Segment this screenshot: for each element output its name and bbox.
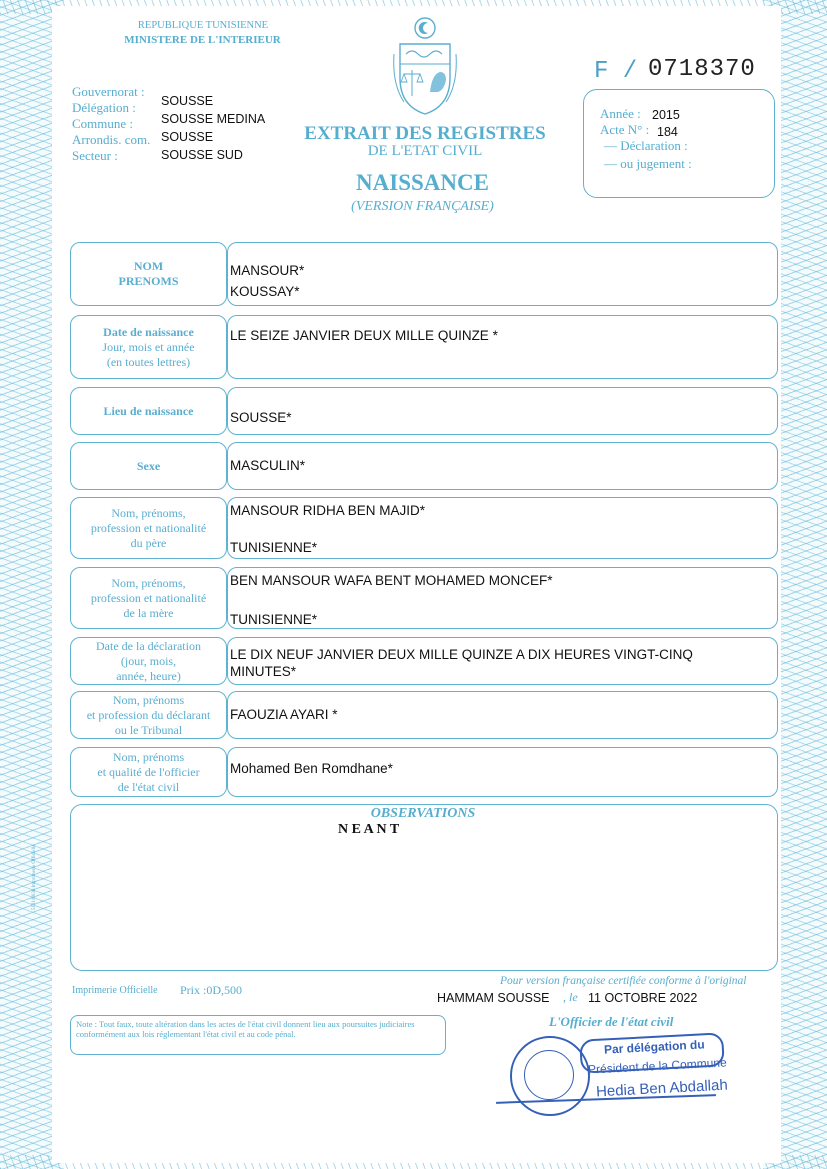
- officer-label-1: Nom, prénoms: [112, 749, 185, 764]
- father-label-cell: [70, 497, 227, 559]
- republic-heading: REPUBLIQUE TUNISIENNE: [137, 20, 269, 31]
- declaration-date-label-cell: [70, 637, 227, 685]
- father-label-2: profession et nationalité: [90, 520, 207, 535]
- governorate-value: SOUSSE: [161, 94, 214, 108]
- declaration-date-label-1: Date de la déclaration: [96, 638, 201, 653]
- declaration-label: — Déclaration :: [604, 138, 688, 153]
- governorate-label: Gouvernorat :: [72, 84, 145, 99]
- mother-label-cell: [70, 567, 227, 629]
- printer-label: Imprimerie Officielle: [72, 985, 158, 996]
- declarant-value: FAOUZIA AYARI *: [230, 707, 338, 722]
- officer-label-cell: [70, 747, 227, 797]
- judgment-label: — ou jugement :: [604, 156, 692, 171]
- document-title: EXTRAIT DES REGISTRES: [304, 123, 546, 144]
- declaration-date-value-1: LE DIX NEUF JANVIER DEUX MILLE QUINZE A DIX HEURES VINGT-CINQ: [230, 647, 693, 662]
- birth-date-sublabel-2: (en toutes lettres): [106, 354, 191, 369]
- officer-value: Mohamed Ben Romdhane*: [230, 761, 393, 776]
- tunisia-emblem-icon: [392, 14, 458, 118]
- commune-label: Commune :: [72, 116, 134, 131]
- serial-prefix: F /: [594, 58, 638, 85]
- observations-box: [70, 804, 778, 971]
- father-name-value: MANSOUR RIDHA BEN MAJID*: [230, 503, 426, 518]
- declarant-label-3: ou le Tribunal: [114, 722, 183, 737]
- declaration-date-label-3: année, heure): [116, 668, 181, 683]
- certificate-type: NAISSANCE: [356, 170, 489, 195]
- birth-date-value-cell: [227, 315, 778, 379]
- father-nationality-value: TUNISIENNE*: [230, 540, 318, 555]
- mother-label-1: Nom, prénoms,: [111, 575, 186, 590]
- ministry-heading: MINISTERE DE L'INTERIEUR: [124, 34, 281, 46]
- delegation-value: SOUSSE MEDINA: [161, 112, 266, 126]
- act-value: 184: [657, 125, 678, 139]
- year-value: 2015: [652, 108, 680, 122]
- official-seal-inner-ring: [524, 1050, 574, 1100]
- father-label-1: Nom, prénoms,: [111, 505, 186, 520]
- surname-value: MANSOUR*: [230, 263, 305, 278]
- declarant-label-cell: [70, 691, 227, 739]
- name-label-cell: [70, 242, 227, 306]
- sector-value: SOUSSE SUD: [161, 148, 243, 162]
- birth-place-label: Lieu de naissance: [103, 403, 194, 418]
- issue-le-label: , le: [563, 990, 578, 1004]
- sector-label: Secteur :: [72, 148, 118, 163]
- location-labels: [72, 84, 150, 164]
- stamp-delegation-text: Par délégation du: [603, 1037, 705, 1057]
- birth-date-value: LE SEIZE JANVIER DEUX MILLE QUINZE *: [230, 328, 498, 343]
- serial-number: 0718370: [648, 56, 756, 83]
- document-subtitle: DE L'ETAT CIVIL: [367, 143, 483, 159]
- stamp-name-text: Hedia Ben Abdallah: [595, 1076, 729, 1101]
- declaration-date-label-2: (jour, mois,: [120, 653, 177, 668]
- commune-value: SOUSSE: [161, 130, 214, 144]
- officer-label-2: et qualité de l'officier: [97, 764, 200, 779]
- mother-nationality-value: TUNISIENNE*: [230, 612, 318, 627]
- location-values: [161, 92, 265, 164]
- sex-label: Sexe: [136, 458, 161, 473]
- delegation-label: Délégation :: [72, 100, 136, 115]
- side-print-mark: 5131/0036 Imprimerie Officielle: [32, 844, 37, 910]
- birth-date-label: Date de naissance: [103, 324, 194, 339]
- act-label: Acte N° :: [600, 122, 650, 137]
- first-names-label: PRENOMS: [118, 274, 179, 288]
- certified-statement: Pour version française certifiée conforme à l'original: [500, 975, 747, 987]
- birth-place-label-cell: [70, 387, 227, 435]
- arrondissement-label: Arrondis. com.: [72, 132, 151, 147]
- mother-label-3: de la mère: [123, 605, 174, 620]
- declarant-label-1: Nom, prénoms: [112, 692, 185, 707]
- father-label-3: du père: [130, 535, 167, 550]
- first-name-value: KOUSSAY*: [230, 284, 300, 299]
- sex-value: MASCULIN*: [230, 458, 306, 473]
- sex-value-cell: [227, 442, 778, 490]
- price-label: Prix :0D,500: [180, 983, 243, 997]
- officer-label-3: de l'état civil: [117, 779, 180, 794]
- legal-note: Note : Tout faux, toute altération dans les actes de l'état civil donnent lieu aux poursuites judiciaires conformément aux lois réglementant l'état civil et au code pénal.: [76, 1019, 415, 1039]
- issue-date: 11 OCTOBRE 2022: [588, 991, 698, 1005]
- issue-place: HAMMAM SOUSSE: [437, 991, 550, 1005]
- sex-label-cell: [70, 442, 227, 490]
- name-label: NOM: [133, 259, 164, 273]
- version-label: (VERSION FRANÇAISE): [351, 199, 494, 214]
- observations-value: N E A N T: [338, 822, 400, 837]
- year-label: Année :: [600, 106, 641, 121]
- declaration-date-value-2: MINUTES*: [230, 664, 297, 679]
- birth-date-label-cell: [70, 315, 227, 379]
- birth-date-sublabel-1: Jour, mois et année: [102, 339, 195, 354]
- name-value-cell: [227, 242, 778, 306]
- declarant-label-2: et profession du déclarant: [86, 707, 211, 722]
- officer-title: L'Officier de l'état civil: [549, 1014, 674, 1029]
- birth-place-value-cell: [227, 387, 778, 435]
- stamp-president-text: Président de la Commune: [587, 1055, 728, 1077]
- birth-place-value: SOUSSE*: [230, 410, 292, 425]
- observations-title: OBSERVATIONS: [370, 806, 476, 821]
- mother-label-2: profession et nationalité: [90, 590, 207, 605]
- mother-name-value: BEN MANSOUR WAFA BENT MOHAMED MONCEF*: [230, 573, 553, 588]
